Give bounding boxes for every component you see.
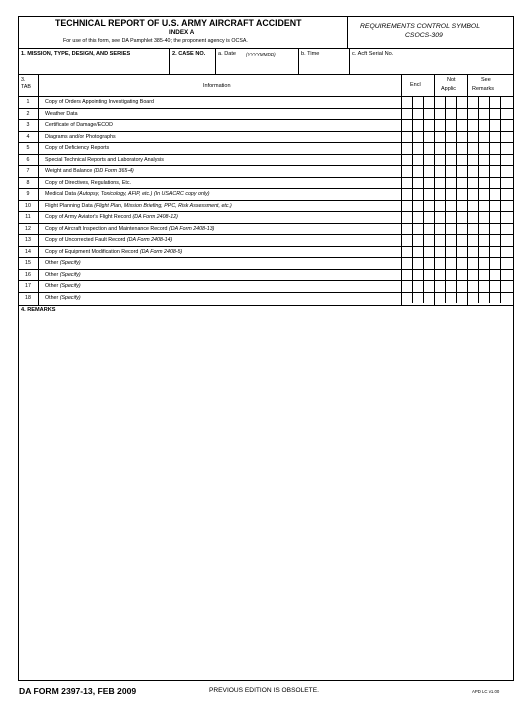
row-label-text: Special Technical Reports and Laboratory Analysis xyxy=(45,156,164,163)
tab-number: 8 xyxy=(26,179,30,186)
row-label-text: Copy of Orders Appointing Investigating Board xyxy=(45,99,154,105)
tab-number: 3 xyxy=(26,122,30,128)
not-applic-checkbox[interactable] xyxy=(434,165,445,177)
encl-checkbox[interactable] xyxy=(423,234,434,246)
see-remarks-checkbox[interactable] xyxy=(478,108,489,120)
encl-checkbox[interactable] xyxy=(423,223,434,235)
not-applic-checkbox[interactable] xyxy=(434,108,445,120)
see-remarks-checkbox[interactable] xyxy=(489,211,500,223)
see-remarks-checkbox[interactable] xyxy=(489,269,500,281)
row-label-text: Copy of Equipment Modification Record xyxy=(45,248,139,255)
see-remarks-checkbox[interactable] xyxy=(467,177,478,189)
encl-checkbox[interactable] xyxy=(401,223,412,235)
encl-checkbox[interactable] xyxy=(423,131,434,143)
encl-checkbox[interactable] xyxy=(412,211,423,223)
see-remarks-checkbox[interactable] xyxy=(500,223,513,235)
row-label xyxy=(45,145,109,151)
not-applic-checkbox[interactable] xyxy=(456,269,467,281)
see-remarks-checkbox[interactable] xyxy=(478,154,489,166)
see-remarks-checkbox[interactable] xyxy=(478,269,489,281)
encl-header: Encl xyxy=(410,82,421,88)
serial-field-label: c. Acft Serial No. xyxy=(352,51,394,57)
index-label: INDEX A xyxy=(169,29,195,36)
not-applic-checkbox[interactable] xyxy=(434,234,445,246)
encl-checkbox[interactable] xyxy=(401,108,412,120)
encl-checkbox[interactable] xyxy=(401,154,412,166)
not-applic-checkbox[interactable] xyxy=(445,119,456,131)
tab-number: 14 xyxy=(25,248,31,255)
tab-header-number: 3. xyxy=(21,77,26,83)
not-applic-checkbox[interactable] xyxy=(445,96,456,108)
encl-checkbox[interactable] xyxy=(423,154,434,166)
control-symbol-label: REQUIREMENTS CONTROL SYMBOL xyxy=(360,23,480,30)
not-applic-checkbox[interactable] xyxy=(445,108,456,120)
row-label-text: Copy of Uncorrected Fault Record xyxy=(45,237,126,243)
row-label xyxy=(45,203,232,209)
encl-checkbox[interactable] xyxy=(401,177,412,189)
see-remarks-checkbox[interactable] xyxy=(500,211,513,223)
encl-checkbox[interactable] xyxy=(423,177,434,189)
not-applic-checkbox[interactable] xyxy=(456,200,467,212)
see-remarks-checkbox[interactable] xyxy=(489,257,500,269)
row-label-text: Weight and Balance xyxy=(45,168,93,174)
see-remarks-checkbox[interactable] xyxy=(467,223,478,235)
encl-checkbox[interactable] xyxy=(423,292,434,304)
table-row xyxy=(18,280,514,292)
see-remarks-checkbox[interactable] xyxy=(478,234,489,246)
row-label xyxy=(45,295,81,301)
not-applic-checkbox[interactable] xyxy=(456,96,467,108)
not-applic-checkbox[interactable] xyxy=(434,177,445,189)
table-row xyxy=(18,142,514,154)
table-row xyxy=(18,211,514,223)
row-label-note: (Specify) xyxy=(59,271,81,278)
row-label-text: Copy of Deficiency Reports xyxy=(45,145,110,151)
encl-checkbox[interactable] xyxy=(423,96,434,108)
not-applic-checkbox[interactable] xyxy=(434,142,445,154)
see-remarks-checkbox[interactable] xyxy=(467,108,478,120)
encl-checkbox[interactable] xyxy=(423,119,434,131)
table-row xyxy=(18,177,514,189)
see-remarks-checkbox[interactable] xyxy=(489,96,500,108)
row-label xyxy=(45,226,214,232)
case-no-label: 2. CASE NO. xyxy=(172,51,206,57)
case-no-input[interactable] xyxy=(170,60,214,73)
see-remarks-checkbox[interactable] xyxy=(489,119,500,131)
see-remarks-checkbox[interactable] xyxy=(500,200,513,212)
encl-checkbox[interactable] xyxy=(401,200,412,212)
tab-number: 18 xyxy=(25,294,31,301)
not-applic-checkbox[interactable] xyxy=(445,280,456,292)
not-applic-checkbox[interactable] xyxy=(434,188,445,200)
encl-checkbox[interactable] xyxy=(423,165,434,177)
see-remarks-checkbox[interactable] xyxy=(467,269,478,281)
see-remarks-header-2: Remarks xyxy=(472,86,495,92)
form-instructions: For use of this form, see DA Pamphlet 385-40; the proponent agency is OCSA. xyxy=(63,38,248,44)
form-number: DA FORM 2397-13, FEB 2009 xyxy=(19,686,137,696)
see-remarks-checkbox[interactable] xyxy=(500,257,513,269)
not-applic-checkbox[interactable] xyxy=(456,154,467,166)
encl-checkbox[interactable] xyxy=(412,280,423,292)
encl-checkbox[interactable] xyxy=(423,200,434,212)
not-applic-checkbox[interactable] xyxy=(434,200,445,212)
version-label: APD LC v1.00 xyxy=(472,689,500,694)
see-remarks-checkbox[interactable] xyxy=(489,246,500,258)
not-applic-checkbox[interactable] xyxy=(456,188,467,200)
row-label xyxy=(45,122,113,128)
row-label xyxy=(45,168,134,174)
encl-checkbox[interactable] xyxy=(412,131,423,143)
table-row xyxy=(18,108,514,120)
row-label xyxy=(45,157,164,163)
see-remarks-checkbox[interactable] xyxy=(500,165,513,177)
not-applic-checkbox[interactable] xyxy=(445,234,456,246)
see-remarks-checkbox[interactable] xyxy=(500,280,513,292)
not-applic-checkbox[interactable] xyxy=(456,165,467,177)
encl-checkbox[interactable] xyxy=(412,177,423,189)
encl-checkbox[interactable] xyxy=(401,142,412,154)
row-label-note: (DA Form 2408-14) xyxy=(126,237,173,243)
tab-number: 5 xyxy=(26,145,30,151)
table-row xyxy=(18,165,514,177)
table-row xyxy=(18,257,514,269)
not-applic-checkbox[interactable] xyxy=(445,269,456,281)
encl-checkbox[interactable] xyxy=(412,154,423,166)
see-remarks-checkbox[interactable] xyxy=(467,257,478,269)
table-row xyxy=(18,200,514,212)
see-remarks-checkbox[interactable] xyxy=(467,280,478,292)
row-label xyxy=(45,214,178,220)
see-remarks-checkbox[interactable] xyxy=(478,96,489,108)
not-applic-checkbox[interactable] xyxy=(456,223,467,235)
not-applic-checkbox[interactable] xyxy=(445,292,456,304)
not-applic-checkbox[interactable] xyxy=(445,154,456,166)
encl-checkbox[interactable] xyxy=(423,257,434,269)
encl-checkbox[interactable] xyxy=(401,292,412,304)
see-remarks-checkbox[interactable] xyxy=(500,177,513,189)
encl-checkbox[interactable] xyxy=(401,211,412,223)
mission-input[interactable] xyxy=(19,60,168,73)
see-remarks-checkbox[interactable] xyxy=(478,177,489,189)
encl-checkbox[interactable] xyxy=(423,142,434,154)
row-label-note: (DA Form 2408-5) xyxy=(139,248,183,255)
encl-checkbox[interactable] xyxy=(412,223,423,235)
row-label xyxy=(45,111,78,117)
encl-checkbox[interactable] xyxy=(423,269,434,281)
date-field-label: a. Date xyxy=(218,51,237,57)
see-remarks-checkbox[interactable] xyxy=(500,292,513,304)
row-label-text: Other xyxy=(45,294,59,301)
remarks-label: 4. REMARKS xyxy=(21,307,56,313)
see-remarks-checkbox[interactable] xyxy=(478,119,489,131)
not-applic-checkbox[interactable] xyxy=(434,119,445,131)
not-applic-header: Not xyxy=(447,77,456,83)
table-row xyxy=(18,188,514,200)
see-remarks-checkbox[interactable] xyxy=(500,142,513,154)
encl-checkbox[interactable] xyxy=(401,257,412,269)
encl-checkbox[interactable] xyxy=(401,188,412,200)
divider xyxy=(18,74,514,75)
tab-number: 13 xyxy=(25,237,31,243)
see-remarks-checkbox[interactable] xyxy=(478,257,489,269)
encl-checkbox[interactable] xyxy=(401,280,412,292)
not-applic-checkbox[interactable] xyxy=(456,280,467,292)
see-remarks-checkbox[interactable] xyxy=(500,269,513,281)
see-remarks-checkbox[interactable] xyxy=(467,142,478,154)
see-remarks-checkbox[interactable] xyxy=(467,96,478,108)
row-label-text: Certificate of Damage/ECOD xyxy=(45,122,114,128)
row-label xyxy=(45,249,182,255)
row-label-text: Copy of Army Aviator's Flight Record xyxy=(45,214,131,220)
see-remarks-checkbox[interactable] xyxy=(489,234,500,246)
not-applic-checkbox[interactable] xyxy=(445,200,456,212)
see-remarks-checkbox[interactable] xyxy=(489,165,500,177)
not-applic-checkbox[interactable] xyxy=(456,177,467,189)
table-row xyxy=(18,96,514,108)
not-applic-checkbox[interactable] xyxy=(434,257,445,269)
row-label-text: Weather Data xyxy=(45,110,78,117)
row-label xyxy=(45,272,81,278)
row-label xyxy=(45,180,131,186)
encl-checkbox[interactable] xyxy=(423,211,434,223)
see-remarks-checkbox[interactable] xyxy=(467,211,478,223)
see-remarks-checkbox[interactable] xyxy=(489,280,500,292)
encl-checkbox[interactable] xyxy=(423,246,434,258)
not-applic-checkbox[interactable] xyxy=(434,269,445,281)
table-row xyxy=(18,131,514,143)
tab-number: 6 xyxy=(26,156,30,163)
row-label xyxy=(45,237,172,243)
row-label-text: Other xyxy=(45,283,59,289)
row-label-note: (Flight Plan, Mission Briefing, PPC, Risk Assessment, etc.) xyxy=(94,202,232,209)
see-remarks-checkbox[interactable] xyxy=(500,234,513,246)
table-row xyxy=(18,223,514,235)
row-label-note: (DA Form 2408-13) xyxy=(168,225,215,232)
see-remarks-header: See xyxy=(481,77,491,83)
tab-number: 9 xyxy=(26,191,30,197)
see-remarks-checkbox[interactable] xyxy=(489,108,500,120)
see-remarks-checkbox[interactable] xyxy=(478,165,489,177)
see-remarks-checkbox[interactable] xyxy=(467,188,478,200)
row-label-note: (Specify) xyxy=(59,260,81,266)
row-label-text: Copy of Aircraft Inspection and Maintenance Record xyxy=(45,225,168,232)
table-row xyxy=(18,119,514,131)
not-applic-checkbox[interactable] xyxy=(434,131,445,143)
see-remarks-checkbox[interactable] xyxy=(500,96,513,108)
not-applic-checkbox[interactable] xyxy=(445,223,456,235)
table-row xyxy=(18,292,514,304)
tab-number: 16 xyxy=(25,271,31,278)
table-row xyxy=(18,269,514,281)
encl-checkbox[interactable] xyxy=(401,96,412,108)
see-remarks-checkbox[interactable] xyxy=(478,223,489,235)
not-applic-checkbox[interactable] xyxy=(456,211,467,223)
row-label-text: Diagrams and/or Photographs xyxy=(45,133,116,140)
see-remarks-checkbox[interactable] xyxy=(467,246,478,258)
not-applic-checkbox[interactable] xyxy=(434,96,445,108)
remarks-textarea[interactable] xyxy=(19,316,513,679)
encl-checkbox[interactable] xyxy=(401,165,412,177)
see-remarks-checkbox[interactable] xyxy=(478,200,489,212)
not-applic-checkbox[interactable] xyxy=(456,108,467,120)
encl-checkbox[interactable] xyxy=(412,234,423,246)
not-applic-checkbox[interactable] xyxy=(434,223,445,235)
not-applic-checkbox[interactable] xyxy=(445,246,456,258)
table-row xyxy=(18,234,514,246)
not-applic-checkbox[interactable] xyxy=(434,154,445,166)
encl-checkbox[interactable] xyxy=(412,119,423,131)
time-input[interactable] xyxy=(299,60,348,73)
not-applic-header-2: Applic xyxy=(441,86,456,92)
not-applic-checkbox[interactable] xyxy=(434,211,445,223)
see-remarks-checkbox[interactable] xyxy=(489,223,500,235)
see-remarks-checkbox[interactable] xyxy=(500,246,513,258)
tab-number: 1 xyxy=(26,99,30,105)
control-symbol-value: CSOCS-309 xyxy=(405,32,443,39)
information-header: Information xyxy=(203,83,231,89)
row-label-text: Other xyxy=(45,260,59,266)
row-label-note: (DA Form 2408-12) xyxy=(132,214,178,220)
see-remarks-checkbox[interactable] xyxy=(478,211,489,223)
header-divider xyxy=(347,16,348,48)
row-label-text: Medical Data xyxy=(45,191,76,197)
row-label-text: Flight Planning Data xyxy=(45,202,93,209)
divider xyxy=(18,305,514,306)
see-remarks-checkbox[interactable] xyxy=(467,292,478,304)
see-remarks-checkbox[interactable] xyxy=(467,154,478,166)
row-label-note: (Specify) xyxy=(59,283,81,289)
not-applic-checkbox[interactable] xyxy=(456,257,467,269)
see-remarks-checkbox[interactable] xyxy=(500,188,513,200)
tab-number: 7 xyxy=(26,168,30,174)
see-remarks-checkbox[interactable] xyxy=(500,131,513,143)
not-applic-checkbox[interactable] xyxy=(445,142,456,154)
divider xyxy=(18,48,514,49)
encl-checkbox[interactable] xyxy=(401,131,412,143)
encl-checkbox[interactable] xyxy=(412,142,423,154)
row-label xyxy=(45,283,81,289)
row-label-text: Copy of Directives, Regulations, Etc. xyxy=(45,179,131,186)
encl-checkbox[interactable] xyxy=(412,292,423,304)
tab-header: TAB xyxy=(21,84,31,90)
tab-number: 11 xyxy=(25,214,31,220)
tab-number: 4 xyxy=(26,133,30,140)
encl-checkbox[interactable] xyxy=(412,165,423,177)
not-applic-checkbox[interactable] xyxy=(456,131,467,143)
row-label xyxy=(45,99,154,105)
encl-checkbox[interactable] xyxy=(423,108,434,120)
row-label xyxy=(45,191,209,197)
time-field-label: b. Time xyxy=(301,51,320,57)
encl-checkbox[interactable] xyxy=(423,280,434,292)
encl-checkbox[interactable] xyxy=(412,269,423,281)
not-applic-checkbox[interactable] xyxy=(434,292,445,304)
row-label-text: Other xyxy=(45,271,59,278)
date-input[interactable] xyxy=(216,60,297,73)
see-remarks-checkbox[interactable] xyxy=(489,154,500,166)
see-remarks-checkbox[interactable] xyxy=(489,292,500,304)
see-remarks-checkbox[interactable] xyxy=(478,142,489,154)
see-remarks-checkbox[interactable] xyxy=(478,246,489,258)
mission-field-label: 1. MISSION, TYPE, DESIGN, AND SERIES xyxy=(21,51,131,57)
not-applic-checkbox[interactable] xyxy=(456,142,467,154)
encl-checkbox[interactable] xyxy=(401,234,412,246)
tab-number: 2 xyxy=(26,110,30,117)
see-remarks-checkbox[interactable] xyxy=(500,119,513,131)
see-remarks-checkbox[interactable] xyxy=(500,108,513,120)
see-remarks-checkbox[interactable] xyxy=(489,177,500,189)
see-remarks-checkbox[interactable] xyxy=(467,200,478,212)
table-row xyxy=(18,246,514,258)
not-applic-checkbox[interactable] xyxy=(445,257,456,269)
encl-checkbox[interactable] xyxy=(412,200,423,212)
see-remarks-checkbox[interactable] xyxy=(489,200,500,212)
not-applic-checkbox[interactable] xyxy=(456,246,467,258)
encl-checkbox[interactable] xyxy=(412,108,423,120)
not-applic-checkbox[interactable] xyxy=(445,188,456,200)
see-remarks-checkbox[interactable] xyxy=(478,280,489,292)
see-remarks-checkbox[interactable] xyxy=(467,234,478,246)
row-label-note: (Specify) xyxy=(59,294,81,301)
encl-checkbox[interactable] xyxy=(412,246,423,258)
not-applic-checkbox[interactable] xyxy=(456,119,467,131)
encl-checkbox[interactable] xyxy=(401,119,412,131)
see-remarks-checkbox[interactable] xyxy=(478,131,489,143)
not-applic-checkbox[interactable] xyxy=(456,234,467,246)
row-label-note: (Autopsy, Toxicology, AFIP, etc.) (In USACRC copy only) xyxy=(77,191,210,197)
serial-input[interactable] xyxy=(350,60,513,73)
see-remarks-checkbox[interactable] xyxy=(467,131,478,143)
see-remarks-checkbox[interactable] xyxy=(467,165,478,177)
not-applic-checkbox[interactable] xyxy=(434,246,445,258)
see-remarks-checkbox[interactable] xyxy=(489,131,500,143)
see-remarks-checkbox[interactable] xyxy=(478,188,489,200)
row-label-note: (DD Form 365-4) xyxy=(93,168,134,174)
tab-number: 10 xyxy=(25,202,31,209)
date-format-hint: (YYYYMMDD) xyxy=(246,52,276,57)
row-label xyxy=(45,134,116,140)
encl-checkbox[interactable] xyxy=(401,269,412,281)
tab-number: 12 xyxy=(25,225,31,232)
encl-checkbox[interactable] xyxy=(423,188,434,200)
row-label xyxy=(45,260,81,266)
encl-checkbox[interactable] xyxy=(412,257,423,269)
see-remarks-checkbox[interactable] xyxy=(467,119,478,131)
see-remarks-checkbox[interactable] xyxy=(500,154,513,166)
tab-number: 17 xyxy=(25,283,31,289)
not-applic-checkbox[interactable] xyxy=(434,280,445,292)
encl-checkbox[interactable] xyxy=(412,188,423,200)
not-applic-checkbox[interactable] xyxy=(445,211,456,223)
see-remarks-checkbox[interactable] xyxy=(478,292,489,304)
table-row xyxy=(18,154,514,166)
encl-checkbox[interactable] xyxy=(412,96,423,108)
encl-checkbox[interactable] xyxy=(401,246,412,258)
form-title: TECHNICAL REPORT OF U.S. ARMY AIRCRAFT ACCIDENT xyxy=(55,18,302,28)
not-applic-checkbox[interactable] xyxy=(445,177,456,189)
see-remarks-checkbox[interactable] xyxy=(489,142,500,154)
not-applic-checkbox[interactable] xyxy=(456,292,467,304)
tab-number: 15 xyxy=(25,260,31,266)
see-remarks-checkbox[interactable] xyxy=(489,188,500,200)
obsolete-notice: PREVIOUS EDITION IS OBSOLETE. xyxy=(209,687,319,694)
not-applic-checkbox[interactable] xyxy=(445,165,456,177)
not-applic-checkbox[interactable] xyxy=(445,131,456,143)
